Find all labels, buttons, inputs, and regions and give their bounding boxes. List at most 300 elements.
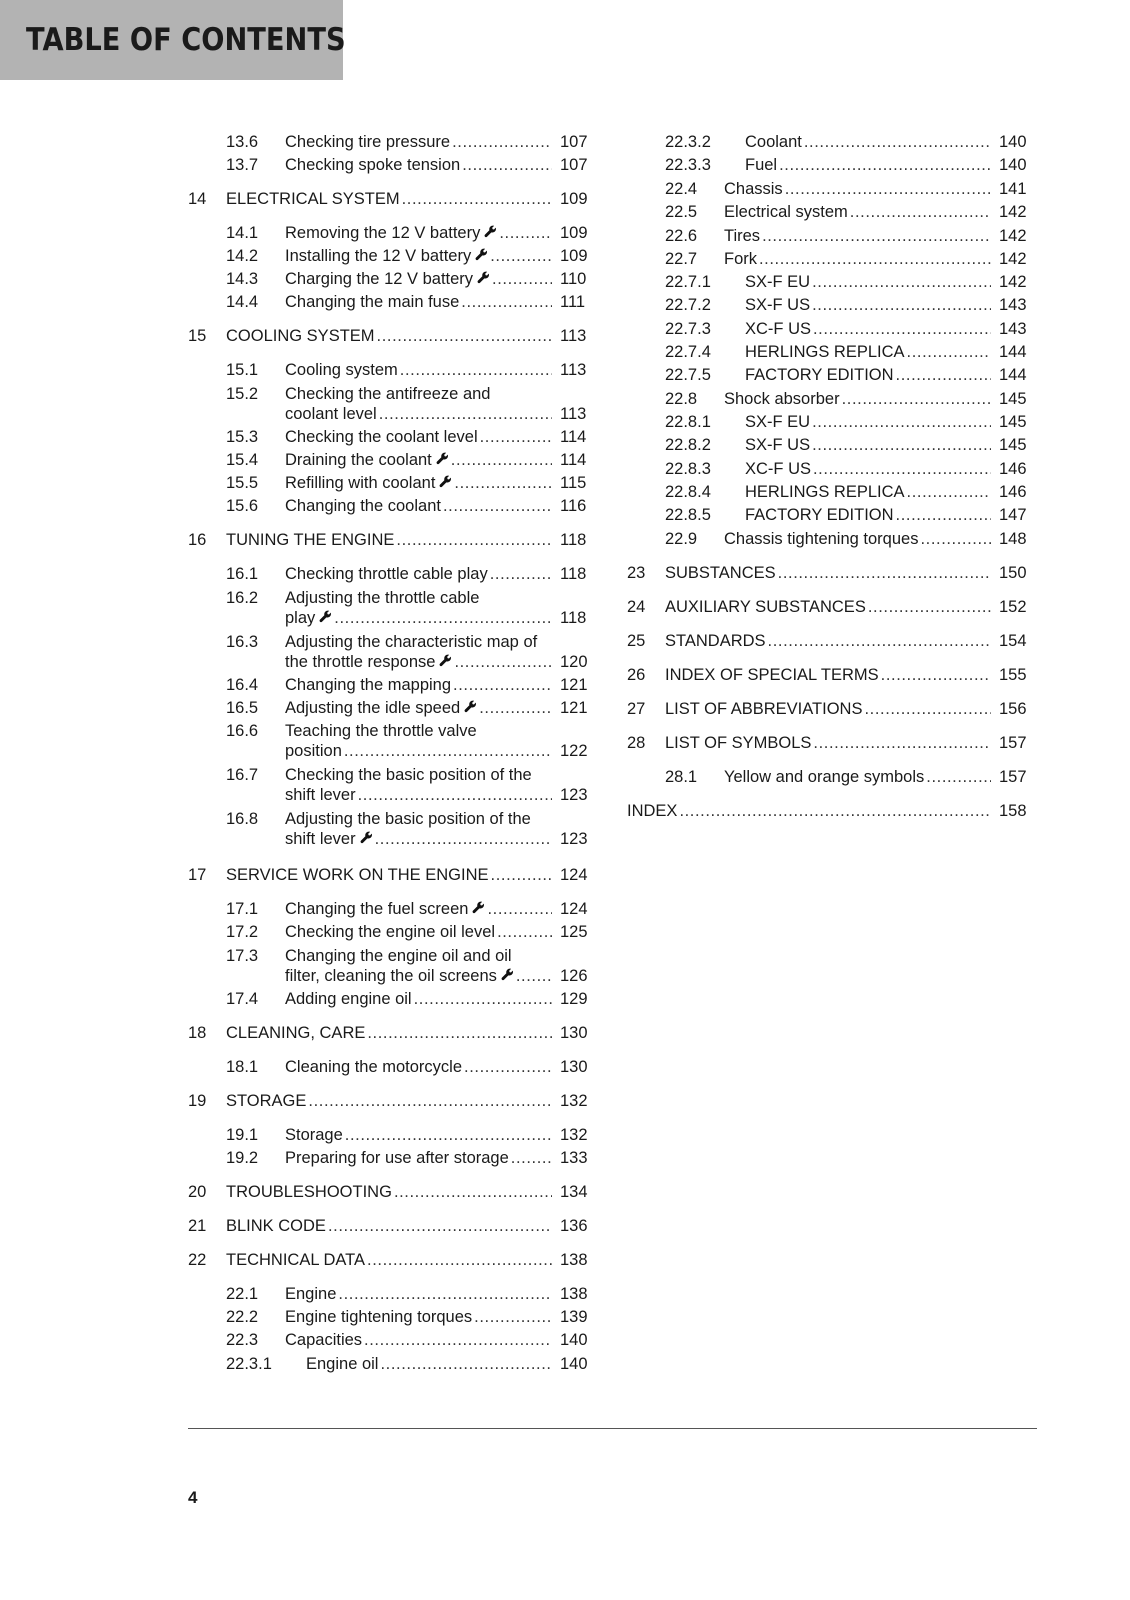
toc-leader-dots: [926, 766, 991, 789]
toc-entry-title-text: Engine tightening torques: [285, 1308, 473, 1326]
toc-entry-page: 150: [999, 564, 1027, 582]
toc-leader-dots: [358, 784, 552, 807]
toc-entry-number: 16.7: [226, 766, 259, 784]
toc-entry-page: 145: [999, 413, 1027, 431]
toc-entry-title-text: XC-F US: [745, 460, 811, 478]
toc-entry-page: 132: [560, 1126, 588, 1144]
toc-entry-title: [724, 201, 995, 224]
toc-entry-number: 16.3: [226, 633, 259, 651]
toc-leader-dots: [759, 248, 991, 271]
toc-entry[interactable]: [627, 271, 1037, 294]
toc-entry[interactable]: [188, 403, 598, 426]
toc-entry-title: [724, 528, 995, 551]
toc-entry-page: 157: [999, 734, 1027, 752]
toc-entry[interactable]: [188, 784, 598, 807]
toc-leader-dots: [490, 563, 552, 586]
toc-entry-number: 17.4: [226, 990, 259, 1008]
toc-entry-title: [285, 1283, 556, 1306]
toc-entry-title-text: Fork: [724, 250, 757, 268]
toc-entry-page: 158: [999, 802, 1027, 820]
toc-entry-title-text: SX-F US: [745, 436, 811, 454]
toc-entry-page: 121: [560, 699, 588, 717]
toc-entry[interactable]: [627, 596, 1037, 619]
toc-entry-title-text: STANDARDS: [665, 632, 766, 650]
toc-entry[interactable]: [188, 1283, 598, 1306]
toc-entry-number: 22.7.1: [665, 273, 711, 291]
toc-entry-page: 142: [999, 273, 1027, 291]
toc-entry-page: 123: [560, 830, 588, 848]
toc-entry-number: 22.3.3: [665, 156, 711, 174]
toc-entry-page: 140: [560, 1355, 588, 1373]
toc-entry-title-text: Preparing for use after storage: [285, 1149, 509, 1167]
toc-entry-page: 118: [560, 609, 587, 627]
toc-entry-title: [724, 766, 995, 789]
toc-entry[interactable]: [188, 359, 598, 382]
toc-entry-title-text: TUNING THE ENGINE: [226, 531, 395, 549]
toc-entry[interactable]: [188, 674, 598, 697]
toc-entry-title: [724, 388, 995, 411]
toc-entry-page: 109: [560, 224, 588, 242]
toc-entry-title-text: FACTORY EDITION: [745, 366, 894, 384]
toc-entry-title: [745, 131, 995, 154]
toc-entry-title-text: shift lever: [285, 830, 356, 848]
toc-leader-dots: [375, 828, 552, 851]
toc-leader-dots: [454, 651, 552, 674]
toc-entry-title: [285, 828, 556, 851]
toc-entry-page: 130: [560, 1058, 588, 1076]
toc-entry-title-text: Checking the engine oil level: [285, 923, 496, 941]
toc-leader-dots: [487, 898, 552, 921]
toc-entry[interactable]: [188, 828, 598, 851]
toc-entry-title: [285, 674, 556, 697]
toc-entry-number: 15.2: [226, 385, 259, 403]
toc-entry[interactable]: [188, 449, 598, 472]
toc-entry-title: [285, 784, 556, 807]
toc-entry[interactable]: [188, 1090, 598, 1113]
toc-entry-number: 21: [188, 1217, 207, 1235]
toc-entry-title: [226, 864, 556, 887]
toc-leader-dots: [402, 188, 552, 211]
toc-entry[interactable]: [627, 800, 1037, 823]
toc-entry-title-text: coolant level: [285, 405, 377, 423]
toc-entry-number: 22.7: [665, 250, 698, 268]
toc-entry[interactable]: [188, 268, 598, 291]
toc-entry[interactable]: [188, 697, 598, 720]
toc-entry-title-text: SERVICE WORK ON THE ENGINE: [226, 866, 489, 884]
toc-entry[interactable]: [188, 291, 598, 314]
toc-entry-title-text: SX-F EU: [745, 413, 811, 431]
toc-entry-title-text: BLINK CODE: [226, 1217, 326, 1235]
toc-entry[interactable]: [188, 1022, 598, 1045]
toc-entry-number: 16.6: [226, 722, 259, 740]
toc-entry[interactable]: [188, 563, 598, 586]
toc-entry[interactable]: [188, 1215, 598, 1238]
toc-entry-page: 113: [560, 327, 587, 345]
toc-leader-dots: [491, 864, 552, 887]
wrench-icon: [436, 449, 449, 472]
toc-entry[interactable]: [188, 965, 598, 988]
toc-entry-title: [745, 458, 995, 481]
toc-entry-page: 142: [999, 250, 1027, 268]
toc-entry-title-text: Changing the fuel screen: [285, 900, 469, 918]
toc-entry-title: [285, 403, 556, 426]
toc-leader-dots: [868, 596, 991, 619]
toc-entry[interactable]: [627, 528, 1037, 551]
toc-entry-title: [724, 248, 995, 271]
toc-entry-page: 146: [999, 483, 1027, 501]
toc-entry-page: 109: [560, 190, 588, 208]
toc-entry[interactable]: [188, 898, 598, 921]
toc-entry-number: 22.8: [665, 390, 698, 408]
toc-entry-title-text: Checking the coolant level: [285, 428, 478, 446]
toc-entry-page: 107: [560, 133, 588, 151]
toc-entry-number: 13.6: [226, 133, 259, 151]
toc-entry-title-text: STORAGE: [226, 1092, 307, 1110]
toc-entry[interactable]: [188, 495, 598, 518]
toc-entry[interactable]: [188, 529, 598, 552]
toc-entry-title: [745, 341, 995, 364]
toc-entry-page: 145: [999, 390, 1027, 408]
toc-leader-dots: [842, 388, 991, 411]
toc-entry-title-text: HERLINGS REPLICA: [745, 343, 905, 361]
toc-leader-dots: [394, 1181, 552, 1204]
toc-entry-page: 144: [999, 366, 1027, 384]
toc-entry-page: 154: [999, 632, 1027, 650]
toc-leader-dots: [490, 245, 552, 268]
toc-entry-title: [665, 630, 995, 653]
toc-leader-dots: [380, 1353, 552, 1376]
toc-entry-title: [745, 154, 995, 177]
toc-entry-number: 22: [188, 1251, 207, 1269]
toc-entry-page: 148: [999, 530, 1027, 548]
toc-leader-dots: [414, 988, 552, 1011]
toc-entry-title: [226, 1022, 556, 1045]
toc-entry-number: 28.1: [665, 768, 698, 786]
toc-entry-title: [285, 898, 556, 921]
toc-entry-page: 134: [560, 1183, 588, 1201]
toc-entry-page: 109: [560, 247, 588, 265]
toc-leader-dots: [812, 434, 991, 457]
toc-leader-dots: [850, 201, 991, 224]
toc-entry-page: 140: [999, 156, 1027, 174]
toc-entry-page: 142: [999, 203, 1027, 221]
toc-entry-number: 16.4: [226, 676, 259, 694]
toc-entry-title: [745, 364, 995, 387]
toc-entry-page: 138: [560, 1251, 588, 1269]
toc-leader-dots: [920, 528, 991, 551]
toc-entry-title-text: SUBSTANCES: [665, 564, 776, 582]
toc-entry-number: 22.1: [226, 1285, 259, 1303]
toc-entry-page: 118: [560, 531, 587, 549]
toc-entry-page: 155: [999, 666, 1027, 684]
toc-entry-page: 120: [560, 653, 588, 671]
toc-entry-title: [285, 988, 556, 1011]
toc-entry-title: [226, 1249, 556, 1272]
toc-entry-page: 130: [560, 1024, 588, 1042]
toc-entry-title: [745, 481, 995, 504]
toc-entry-title-text: Changing the coolant: [285, 497, 441, 515]
toc-leader-dots: [367, 1022, 552, 1045]
toc-entry[interactable]: [188, 1056, 598, 1079]
toc-entry-title: [285, 563, 556, 586]
toc-leader-dots: [364, 1329, 552, 1352]
toc-entry[interactable]: [627, 131, 1037, 154]
toc-entry[interactable]: [188, 864, 598, 887]
toc-entry[interactable]: [627, 504, 1037, 527]
toc-entry[interactable]: [627, 341, 1037, 364]
toc-entry-page: 133: [560, 1149, 588, 1167]
toc-entry[interactable]: [627, 201, 1037, 224]
toc-entry-title-text: Cleaning the motorcycle: [285, 1058, 463, 1076]
toc-entry[interactable]: [188, 188, 598, 211]
toc-entry-title-line1: Checking the antifreeze and: [285, 385, 491, 403]
toc-entry-title: [285, 651, 556, 674]
toc-leader-dots: [461, 291, 552, 314]
toc-entry[interactable]: [627, 411, 1037, 434]
page-title: TABLE OF CONTENTS: [26, 22, 346, 58]
toc-entry-title-line1: Checking the basic position of the: [285, 766, 532, 784]
toc-entry[interactable]: [627, 630, 1037, 653]
toc-entry-page: 140: [999, 133, 1027, 151]
toc-entry[interactable]: [627, 664, 1037, 687]
toc-entry[interactable]: [627, 225, 1037, 248]
toc-entry-title-text: position: [285, 742, 342, 760]
toc-entry-page: 115: [560, 474, 587, 492]
toc-entry-title: [285, 965, 556, 988]
toc-entry-page: 147: [999, 506, 1027, 524]
toc-entry[interactable]: [188, 1181, 598, 1204]
toc-entry-title-text: Refilling with coolant: [285, 474, 436, 492]
wrench-icon: [472, 898, 485, 921]
toc-leader-dots: [400, 359, 552, 382]
toc-entry-title: [285, 449, 556, 472]
toc-leader-dots: [813, 732, 991, 755]
toc-entry-title-text: the throttle response: [285, 653, 436, 671]
toc-entry-number: 17: [188, 866, 207, 884]
toc-entry-number: 15.1: [226, 361, 259, 379]
toc-leader-dots: [367, 1249, 552, 1272]
toc-entry[interactable]: [627, 766, 1037, 789]
toc-entry[interactable]: [627, 434, 1037, 457]
toc-entry-number: 16.1: [226, 565, 259, 583]
toc-entry-title: [285, 268, 556, 291]
toc-entry-page: 110: [560, 270, 587, 288]
toc-entry-page: 138: [560, 1285, 588, 1303]
toc-entry-number: 22.5: [665, 203, 698, 221]
toc-entry-page: 116: [560, 497, 587, 515]
toc-entry-title: [724, 225, 995, 248]
toc-leader-dots: [804, 131, 991, 154]
toc-entry-page: 132: [560, 1092, 588, 1110]
toc-entry-number: 17.2: [226, 923, 259, 941]
toc-entry-title-line1: Adjusting the throttle cable: [285, 589, 480, 607]
toc-leader-dots: [453, 674, 552, 697]
toc-entry[interactable]: [627, 294, 1037, 317]
toc-leader-dots: [452, 131, 552, 154]
toc-entry-page: 121: [560, 676, 588, 694]
toc-entry-number: 22.4: [665, 180, 698, 198]
toc-entry-title-text: Adding engine oil: [285, 990, 412, 1008]
toc-entry-number: 27: [627, 700, 646, 718]
toc-entry[interactable]: [627, 481, 1037, 504]
toc-entry-page: 123: [560, 786, 588, 804]
toc-entry-number: 15.6: [226, 497, 259, 515]
toc-entry-title: [226, 1090, 556, 1113]
toc-entry[interactable]: [627, 318, 1037, 341]
toc-leader-dots: [396, 529, 552, 552]
toc-leader-dots: [778, 562, 991, 585]
toc-entry-title-text: Installing the 12 V battery: [285, 247, 472, 265]
toc-entry[interactable]: [188, 1353, 598, 1376]
toc-entry[interactable]: [188, 472, 598, 495]
toc-leader-dots: [328, 1215, 552, 1238]
toc-entry-number: 15: [188, 327, 207, 345]
toc-entry-title-text: Engine: [285, 1285, 337, 1303]
toc-entry[interactable]: [188, 154, 598, 177]
toc-entry-title: [285, 1147, 556, 1170]
toc-entry-page: 136: [560, 1217, 588, 1235]
toc-leader-dots: [896, 504, 991, 527]
toc-leader-dots: [334, 607, 552, 630]
toc-leader-dots: [812, 411, 991, 434]
toc-entry[interactable]: [627, 562, 1037, 585]
toc-entry-page: 124: [560, 900, 588, 918]
toc-entry-title: [226, 1181, 556, 1204]
toc-entry-title-text: TROUBLESHOOTING: [226, 1183, 392, 1201]
toc-entry-title-text: Tires: [724, 227, 761, 245]
toc-entry-title: [285, 1329, 556, 1352]
toc-entry[interactable]: [188, 651, 598, 674]
toc-entry-title-text: Adjusting the idle speed: [285, 699, 461, 717]
toc-entry-page: 156: [999, 700, 1027, 718]
toc-leader-dots: [480, 426, 552, 449]
toc-entry-number: 13.7: [226, 156, 259, 174]
toc-entry-number: 22.8.2: [665, 436, 711, 454]
toc-entry-number: 22.3.1: [226, 1355, 272, 1373]
wrench-icon: [501, 965, 514, 988]
toc-leader-dots: [451, 449, 552, 472]
toc-entry-title-text: FACTORY EDITION: [745, 506, 894, 524]
toc-entry-number: 16: [188, 531, 207, 549]
toc-leader-dots: [785, 178, 991, 201]
toc-entry[interactable]: [188, 921, 598, 944]
toc-entry[interactable]: [188, 1249, 598, 1272]
toc-entry[interactable]: [627, 458, 1037, 481]
toc-leader-dots: [813, 458, 991, 481]
toc-leader-dots: [762, 225, 991, 248]
toc-entry-number: 17.3: [226, 947, 259, 965]
toc-entry-number: 28: [627, 734, 646, 752]
toc-entry-title: [285, 245, 556, 268]
toc-leader-dots: [907, 341, 991, 364]
toc-leader-dots: [907, 481, 991, 504]
toc-entry[interactable]: [188, 740, 598, 763]
toc-entry-title: [745, 411, 995, 434]
toc-entry[interactable]: [627, 388, 1037, 411]
toc-entry[interactable]: [188, 988, 598, 1011]
toc-entry[interactable]: [188, 222, 598, 245]
toc-entry-title: [665, 562, 995, 585]
toc-entry-number: 22.6: [665, 227, 698, 245]
toc-entry-title: [226, 1215, 556, 1238]
toc-entry-title: [745, 318, 995, 341]
toc-entry-number: 19.1: [226, 1126, 259, 1144]
toc-leader-dots: [896, 364, 991, 387]
wrench-icon: [319, 607, 332, 630]
toc-entry[interactable]: [627, 178, 1037, 201]
toc-entry-title-text: Draining the coolant: [285, 451, 432, 469]
toc-entry-title: [745, 294, 995, 317]
toc-entry-title: [285, 1124, 556, 1147]
toc-entry-number: 14.3: [226, 270, 259, 288]
toc-entry-title-text: Cooling system: [285, 361, 398, 379]
toc-entry-title-line1: Adjusting the characteristic map of: [285, 633, 538, 651]
toc-entry-number: 22.7.5: [665, 366, 711, 384]
toc-entry-page: 118: [560, 565, 587, 583]
toc-entry[interactable]: [188, 426, 598, 449]
toc-entry[interactable]: [627, 364, 1037, 387]
section-header-banner: [0, 0, 346, 80]
footer-divider: [188, 1428, 1037, 1429]
toc-entry-title: [285, 1306, 556, 1329]
toc-entry[interactable]: [627, 154, 1037, 177]
toc-leader-dots: [499, 222, 552, 245]
toc-leader-dots: [479, 697, 552, 720]
toc-entry-title-text: HERLINGS REPLICA: [745, 483, 905, 501]
toc-entry-title: [724, 178, 995, 201]
toc-entry-title-text: Chassis tightening torques: [724, 530, 919, 548]
toc-leader-dots: [308, 1090, 552, 1113]
toc-leader-dots: [464, 1056, 552, 1079]
toc-entry[interactable]: [188, 607, 598, 630]
toc-entry-title-text: Shock absorber: [724, 390, 840, 408]
toc-entry-title-text: Capacities: [285, 1331, 363, 1349]
toc-entry-number: 23: [627, 564, 646, 582]
toc-entry[interactable]: [188, 1306, 598, 1329]
toc-entry[interactable]: [627, 732, 1037, 755]
toc-entry-title-text: Checking throttle cable play: [285, 565, 488, 583]
toc-entry-number: 22.2: [226, 1308, 259, 1326]
toc-entry-number: 24: [627, 598, 646, 616]
toc-entry-title-text: play: [285, 609, 316, 627]
toc-leader-dots: [443, 495, 552, 518]
toc-entry[interactable]: [627, 698, 1037, 721]
toc-entry-number: 19.2: [226, 1149, 259, 1167]
toc-entry[interactable]: [627, 248, 1037, 271]
toc-entry-page: 114: [560, 428, 587, 446]
toc-entry[interactable]: [188, 1124, 598, 1147]
toc-entry-title-text: Checking spoke tension: [285, 156, 461, 174]
toc-entry-title-text: CLEANING, CARE: [226, 1024, 366, 1042]
toc-entry[interactable]: [188, 325, 598, 348]
toc-entry-title: [665, 664, 995, 687]
toc-entry[interactable]: [188, 1329, 598, 1352]
toc-entry-page: 122: [560, 742, 588, 760]
toc-entry[interactable]: [188, 131, 598, 154]
wrench-icon: [464, 697, 477, 720]
toc-entry-title-text: TECHNICAL DATA: [226, 1251, 366, 1269]
toc-entry-title-text: Checking tire pressure: [285, 133, 451, 151]
toc-entry-title: [226, 325, 556, 348]
toc-entry-number: 15.5: [226, 474, 259, 492]
toc-entry[interactable]: [188, 1147, 598, 1170]
toc-entry-title-line1: Changing the engine oil and oil: [285, 947, 512, 965]
toc-entry-page: 126: [560, 967, 588, 985]
toc-leader-dots: [813, 318, 991, 341]
toc-entry-title: [285, 495, 556, 518]
wrench-icon: [475, 245, 488, 268]
toc-entry[interactable]: [188, 245, 598, 268]
